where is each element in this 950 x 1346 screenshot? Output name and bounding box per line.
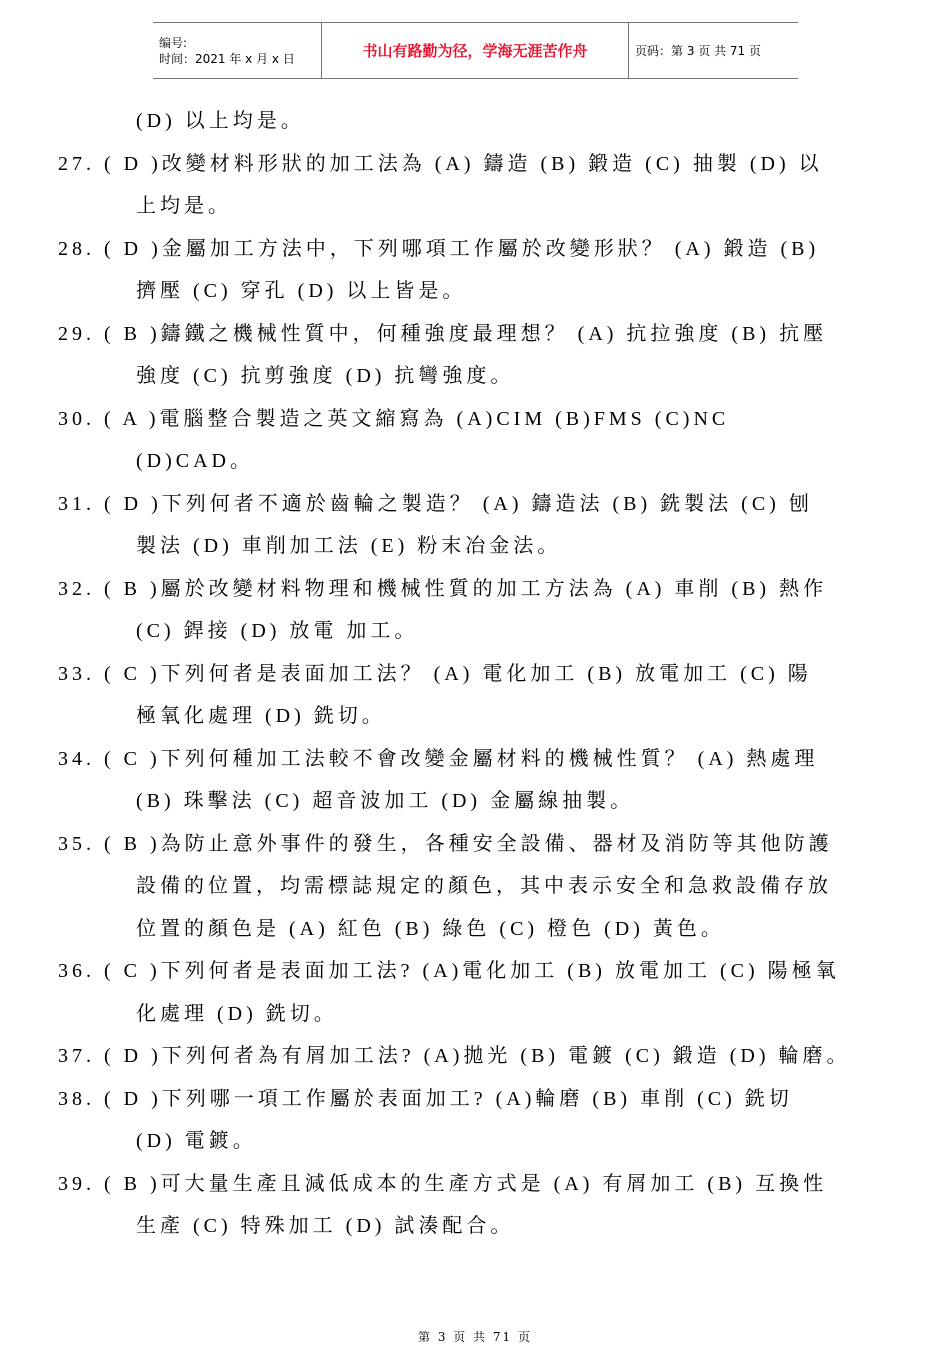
header-motto: 书山有路勤为径，学海无涯苦作舟 — [362, 42, 588, 60]
question-line: 31. ( D )下列何者不適於齒輪之製造？ (A) 鑄造法 (B) 銑製法 (C) 刨 — [58, 492, 813, 515]
question-continuation-line: (D) 以上均是。 — [136, 110, 305, 132]
question-line: 27. ( D )改變材料形狀的加工法為 (A) 鑄造 (B) 鍛造 (C) 抽製 (D) 以 — [58, 152, 823, 175]
page-footer: 第 3 页 共 71 页 — [418, 1330, 532, 1344]
question-line: 36. ( C )下列何者是表面加工法? (A)電化加工 (B) 放電加工 (C) 陽極氧 — [58, 960, 840, 982]
question-line: 34. ( C )下列何種加工法較不會改變金屬材料的機械性質？ (A) 熱處理 — [58, 747, 819, 770]
question-continuation-line: 極氧化處理 (D) 銑切。 — [136, 705, 386, 727]
page-header — [153, 22, 798, 79]
question-continuation-line: 強度 (C) 抗剪強度 (D) 抗彎強度。 — [136, 365, 515, 387]
question-line: 32. ( B )屬於改變材料物理和機械性質的加工方法為 (A) 車削 (B) 熱作 — [58, 577, 828, 600]
question-line: 35. ( B )為防止意外事件的發生，各種安全設備、器材及消防等其他防護 — [58, 832, 833, 855]
question-continuation-line: 位置的顏色是 (A) 紅色 (B) 綠色 (C) 橙色 (D) 黃色。 — [136, 917, 725, 940]
question-continuation-line: 生產 (C) 特殊加工 (D) 試湊配合。 — [136, 1215, 515, 1237]
question-continuation-line: (C) 銲接 (D) 放電 加工。 — [136, 620, 419, 642]
header-meta — [153, 23, 322, 78]
question-continuation-line: (D) 電鍍。 — [136, 1130, 257, 1152]
question-line: 29. ( B )鑄鐵之機械性質中，何種強度最理想？ (A) 抗拉強度 (B) 抗壓 — [58, 322, 828, 345]
question-line: 28. ( D )金屬加工方法中，下列哪項工作屬於改變形狀？ (A) 鍛造 (B) — [58, 237, 820, 260]
question-line: 33. ( C )下列何者是表面加工法？ (A) 電化加工 (B) 放電加工 (C) 陽 — [58, 662, 812, 685]
question-continuation-line: 設備的位置，均需標誌規定的顏色，其中表示安全和急救設備存放 — [136, 875, 832, 897]
number-label: 编号: — [159, 35, 188, 50]
question-line: 38. ( D )下列哪一項工作屬於表面加工? (A)輪磨 (B) 車削 (C) 銑切 — [58, 1087, 793, 1110]
header-page-info: 页码：第 3 页 共 71 页 — [635, 44, 761, 58]
header-motto-cell — [322, 23, 629, 78]
question-continuation-line: 上均是。 — [136, 195, 232, 217]
question-line: 37. ( D )下列何者為有屑加工法? (A)拋光 (B) 電鍍 (C) 鍛造 (D) 輪磨。 — [58, 1045, 851, 1067]
question-continuation-line: (D)CAD。 — [136, 450, 254, 472]
question-line: 39. ( B )可大量生產且減低成本的生產方式是 (A) 有屑加工 (B) 互換性 — [58, 1172, 828, 1195]
question-line: 30. ( A )電腦整合製造之英文縮寫為 (A)CIM (B)FMS (C)NC — [58, 407, 730, 430]
question-continuation-line: (B) 珠擊法 (C) 超音波加工 (D) 金屬線抽製。 — [136, 790, 635, 812]
question-list — [58, 100, 893, 1248]
question-continuation-line: 化處理 (D) 銑切。 — [136, 1002, 338, 1025]
question-continuation-line: 製法 (D) 車削加工法 (E) 粉末冶金法。 — [136, 535, 562, 557]
question-continuation-line: 擠壓 (C) 穿孔 (D) 以上皆是。 — [136, 280, 467, 302]
time-label: 时间：2021 年 x 月 x 日 — [159, 51, 295, 66]
